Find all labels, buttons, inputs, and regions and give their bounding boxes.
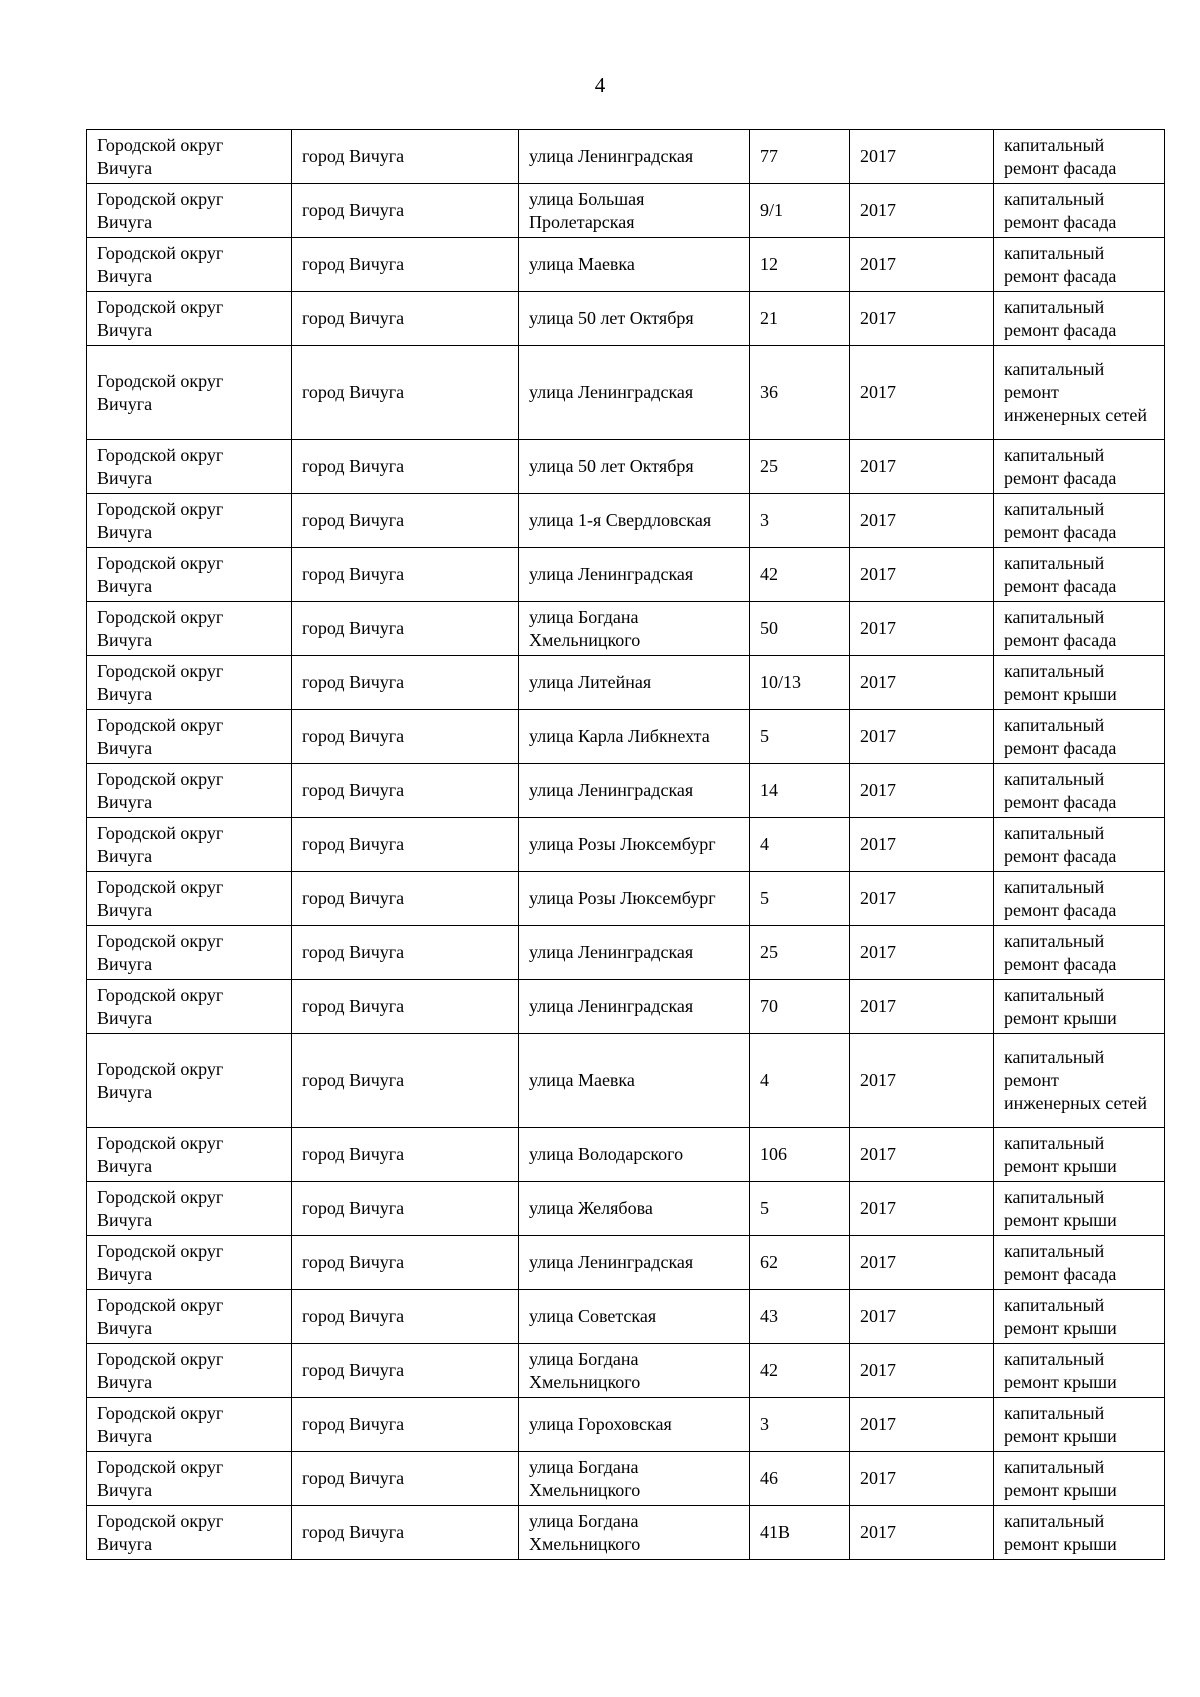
table-row (87, 184, 1165, 238)
table-row (87, 1182, 1165, 1236)
house-number-cell: 46 (750, 1452, 850, 1506)
street-cell: улица Маевка (519, 238, 750, 292)
table-row (87, 710, 1165, 764)
house-number-cell: 4 (750, 1034, 850, 1128)
work-type-cell: капитальный ремонт фасада (994, 238, 1165, 292)
table-row (87, 292, 1165, 346)
table-row (87, 980, 1165, 1034)
district-cell: Городской округ Вичуга (87, 1034, 292, 1128)
city-cell: город Вичуга (292, 1236, 519, 1290)
house-number-cell: 77 (750, 130, 850, 184)
street-cell: улица 50 лет Октября (519, 440, 750, 494)
work-type-cell: капитальный ремонт фасада (994, 1236, 1165, 1290)
table-row (87, 656, 1165, 710)
work-type-cell: капитальный ремонт крыши (994, 1128, 1165, 1182)
street-cell: улица Розы Люксембург (519, 818, 750, 872)
city-cell: город Вичуга (292, 1182, 519, 1236)
house-number-cell: 25 (750, 926, 850, 980)
city-cell: город Вичуга (292, 1398, 519, 1452)
table-row (87, 1236, 1165, 1290)
work-type-cell: капитальный ремонт крыши (994, 1506, 1165, 1560)
house-number-cell: 5 (750, 1182, 850, 1236)
house-number-cell: 21 (750, 292, 850, 346)
district-cell: Городской округ Вичуга (87, 346, 292, 440)
city-cell: город Вичуга (292, 440, 519, 494)
street-cell: улица Советская (519, 1290, 750, 1344)
table-row (87, 1290, 1165, 1344)
work-type-cell: капитальный ремонт инженерных сетей (994, 1034, 1165, 1128)
work-type-cell: капитальный ремонт крыши (994, 980, 1165, 1034)
city-cell: город Вичуга (292, 548, 519, 602)
house-number-cell: 36 (750, 346, 850, 440)
year-cell: 2017 (850, 238, 994, 292)
city-cell: город Вичуга (292, 1506, 519, 1560)
district-cell: Городской округ Вичуга (87, 494, 292, 548)
work-type-cell: капитальный ремонт фасада (994, 292, 1165, 346)
district-cell: Городской округ Вичуга (87, 980, 292, 1034)
year-cell: 2017 (850, 1128, 994, 1182)
year-cell: 2017 (850, 292, 994, 346)
year-cell: 2017 (850, 346, 994, 440)
house-number-cell: 50 (750, 602, 850, 656)
district-cell: Городской округ Вичуга (87, 602, 292, 656)
year-cell: 2017 (850, 1034, 994, 1128)
year-cell: 2017 (850, 926, 994, 980)
street-cell: улица Ленинградская (519, 548, 750, 602)
house-number-cell: 4 (750, 818, 850, 872)
street-cell: улица Ленинградская (519, 346, 750, 440)
table-row (87, 238, 1165, 292)
district-cell: Городской округ Вичуга (87, 926, 292, 980)
district-cell: Городской округ Вичуга (87, 818, 292, 872)
city-cell: город Вичуга (292, 1290, 519, 1344)
year-cell: 2017 (850, 1506, 994, 1560)
district-cell: Городской округ Вичуга (87, 548, 292, 602)
street-cell: улица Ленинградская (519, 764, 750, 818)
house-number-cell: 3 (750, 1398, 850, 1452)
street-cell: улица Розы Люксембург (519, 872, 750, 926)
district-cell: Городской округ Вичуга (87, 764, 292, 818)
house-number-cell: 70 (750, 980, 850, 1034)
table-row (87, 440, 1165, 494)
year-cell: 2017 (850, 1182, 994, 1236)
table-row (87, 926, 1165, 980)
work-type-cell: капитальный ремонт крыши (994, 1398, 1165, 1452)
work-type-cell: капитальный ремонт крыши (994, 1290, 1165, 1344)
street-cell: улица 50 лет Октября (519, 292, 750, 346)
page-number: 4 (594, 73, 606, 97)
year-cell: 2017 (850, 818, 994, 872)
city-cell: город Вичуга (292, 238, 519, 292)
house-number-cell: 12 (750, 238, 850, 292)
table-row (87, 1398, 1165, 1452)
city-cell: город Вичуга (292, 1344, 519, 1398)
work-type-cell: капитальный ремонт крыши (994, 1344, 1165, 1398)
house-number-cell: 42 (750, 548, 850, 602)
table-row (87, 1034, 1165, 1128)
city-cell: город Вичуга (292, 494, 519, 548)
year-cell: 2017 (850, 1290, 994, 1344)
district-cell: Городской округ Вичуга (87, 1182, 292, 1236)
house-number-cell: 25 (750, 440, 850, 494)
street-cell: улица Желябова (519, 1182, 750, 1236)
year-cell: 2017 (850, 764, 994, 818)
work-type-cell: капитальный ремонт крыши (994, 1452, 1165, 1506)
district-cell: Городской округ Вичуга (87, 292, 292, 346)
district-cell: Городской округ Вичуга (87, 710, 292, 764)
city-cell: город Вичуга (292, 292, 519, 346)
district-cell: Городской округ Вичуга (87, 1506, 292, 1560)
city-cell: город Вичуга (292, 1452, 519, 1506)
table-row (87, 1506, 1165, 1560)
house-number-cell: 3 (750, 494, 850, 548)
year-cell: 2017 (850, 494, 994, 548)
city-cell: город Вичуга (292, 980, 519, 1034)
city-cell: город Вичуга (292, 656, 519, 710)
table-row (87, 1452, 1165, 1506)
house-number-cell: 5 (750, 710, 850, 764)
district-cell: Городской округ Вичуга (87, 184, 292, 238)
year-cell: 2017 (850, 602, 994, 656)
street-cell: улица Богдана Хмельницкого (519, 1506, 750, 1560)
table-row (87, 548, 1165, 602)
district-cell: Городской округ Вичуга (87, 1344, 292, 1398)
street-cell: улица Ленинградская (519, 980, 750, 1034)
city-cell: город Вичуга (292, 926, 519, 980)
street-cell: улица Богдана Хмельницкого (519, 1452, 750, 1506)
work-type-cell: капитальный ремонт крыши (994, 1182, 1165, 1236)
street-cell: улица Богдана Хмельницкого (519, 602, 750, 656)
district-cell: Городской округ Вичуга (87, 872, 292, 926)
year-cell: 2017 (850, 440, 994, 494)
table-body (87, 130, 1165, 1560)
table-row (87, 494, 1165, 548)
table-row (87, 1128, 1165, 1182)
table-row (87, 1344, 1165, 1398)
year-cell: 2017 (850, 656, 994, 710)
work-type-cell: капитальный ремонт фасада (994, 872, 1165, 926)
district-cell: Городской округ Вичуга (87, 1398, 292, 1452)
work-type-cell: капитальный ремонт фасада (994, 130, 1165, 184)
table-row (87, 764, 1165, 818)
city-cell: город Вичуга (292, 184, 519, 238)
table-row (87, 818, 1165, 872)
work-type-cell: капитальный ремонт фасада (994, 440, 1165, 494)
table-row (87, 130, 1165, 184)
year-cell: 2017 (850, 710, 994, 764)
house-number-cell: 42 (750, 1344, 850, 1398)
city-cell: город Вичуга (292, 1128, 519, 1182)
work-type-cell: капитальный ремонт фасада (994, 710, 1165, 764)
year-cell: 2017 (850, 1236, 994, 1290)
street-cell: улица Маевка (519, 1034, 750, 1128)
district-cell: Городской округ Вичуга (87, 440, 292, 494)
street-cell: улица Гороховская (519, 1398, 750, 1452)
city-cell: город Вичуга (292, 602, 519, 656)
house-number-cell: 10/13 (750, 656, 850, 710)
street-cell: улица Литейная (519, 656, 750, 710)
year-cell: 2017 (850, 130, 994, 184)
house-number-cell: 106 (750, 1128, 850, 1182)
street-cell: улица Володарского (519, 1128, 750, 1182)
work-type-cell: капитальный ремонт фасада (994, 548, 1165, 602)
street-cell: улица Ленинградская (519, 1236, 750, 1290)
district-cell: Городской округ Вичуга (87, 656, 292, 710)
street-cell: улица Ленинградская (519, 130, 750, 184)
table-row (87, 872, 1165, 926)
street-cell: улица Большая Пролетарская (519, 184, 750, 238)
city-cell: город Вичуга (292, 710, 519, 764)
work-type-cell: капитальный ремонт фасада (994, 602, 1165, 656)
city-cell: город Вичуга (292, 130, 519, 184)
house-number-cell: 43 (750, 1290, 850, 1344)
district-cell: Городской округ Вичуга (87, 1128, 292, 1182)
work-type-cell: капитальный ремонт инженерных сетей (994, 346, 1165, 440)
house-number-cell: 9/1 (750, 184, 850, 238)
street-cell: улица Карла Либкнехта (519, 710, 750, 764)
work-type-cell: капитальный ремонт фасада (994, 184, 1165, 238)
city-cell: город Вичуга (292, 764, 519, 818)
year-cell: 2017 (850, 980, 994, 1034)
house-number-cell: 5 (750, 872, 850, 926)
street-cell: улица Богдана Хмельницкого (519, 1344, 750, 1398)
year-cell: 2017 (850, 872, 994, 926)
year-cell: 2017 (850, 1344, 994, 1398)
city-cell: город Вичуга (292, 818, 519, 872)
repair-register-table (86, 129, 1165, 1560)
work-type-cell: капитальный ремонт крыши (994, 656, 1165, 710)
year-cell: 2017 (850, 184, 994, 238)
year-cell: 2017 (850, 548, 994, 602)
city-cell: город Вичуга (292, 1034, 519, 1128)
street-cell: улица Ленинградская (519, 926, 750, 980)
house-number-cell: 62 (750, 1236, 850, 1290)
city-cell: город Вичуга (292, 872, 519, 926)
district-cell: Городской округ Вичуга (87, 238, 292, 292)
house-number-cell: 14 (750, 764, 850, 818)
street-cell: улица 1-я Свердловская (519, 494, 750, 548)
district-cell: Городской округ Вичуга (87, 130, 292, 184)
work-type-cell: капитальный ремонт фасада (994, 926, 1165, 980)
year-cell: 2017 (850, 1452, 994, 1506)
table-row (87, 346, 1165, 440)
work-type-cell: капитальный ремонт фасада (994, 494, 1165, 548)
district-cell: Городской округ Вичуга (87, 1236, 292, 1290)
work-type-cell: капитальный ремонт фасада (994, 818, 1165, 872)
district-cell: Городской округ Вичуга (87, 1290, 292, 1344)
city-cell: город Вичуга (292, 346, 519, 440)
house-number-cell: 41В (750, 1506, 850, 1560)
work-type-cell: капитальный ремонт фасада (994, 764, 1165, 818)
table-row (87, 602, 1165, 656)
year-cell: 2017 (850, 1398, 994, 1452)
district-cell: Городской округ Вичуга (87, 1452, 292, 1506)
